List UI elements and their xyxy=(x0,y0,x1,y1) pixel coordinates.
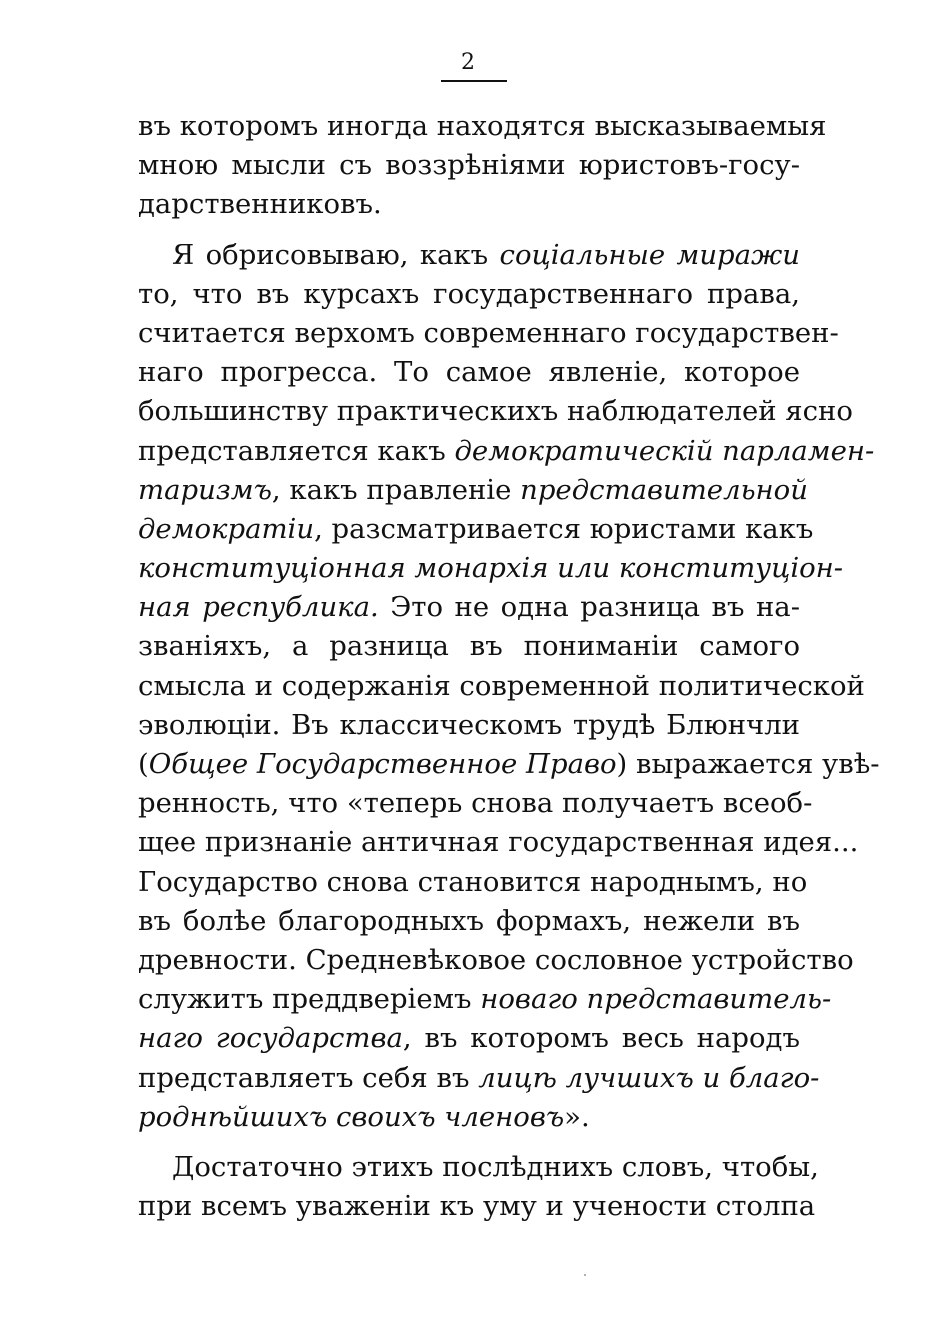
text-line xyxy=(138,1019,800,1058)
text-line: эволюціи. Въ классическомъ трудѣ Блюнчли xyxy=(138,708,800,741)
text-line xyxy=(138,1098,800,1137)
text-run: ( xyxy=(138,748,149,780)
text-run: , какъ правленіе xyxy=(271,473,521,506)
page-number: 2 xyxy=(461,50,475,75)
text-line xyxy=(138,1059,820,1098)
text-line: большинству практическихъ наблюдателей ясно xyxy=(138,395,853,428)
italic-run: соціальные миражи xyxy=(499,238,801,271)
text-line: Государство снова становится народнымъ, но xyxy=(138,865,808,898)
text-run: , въ которомъ весь народъ xyxy=(402,1022,800,1055)
text-line xyxy=(138,745,880,784)
italic-run: демократическій парламен- xyxy=(454,434,875,467)
text-line: наго прогресса. То самое явленіе, которое xyxy=(138,356,800,389)
text-run: представляетъ себя въ xyxy=(138,1061,479,1094)
text-line: при всемъ уваженіи къ уму и учености столпа xyxy=(138,1190,816,1223)
text-line: смысла и содержанія современной политической xyxy=(138,669,865,702)
text-line: щее признаніе античная государственная идея... xyxy=(138,826,859,859)
text-run: ) выражается увѣ- xyxy=(616,748,880,780)
italic-run: Общее Государственное Право xyxy=(148,748,617,780)
text-line xyxy=(138,588,800,627)
italic-run: демократіи xyxy=(138,512,315,545)
text-line: мною мысли съ воззрѣніями юристовъ-госу- xyxy=(138,149,800,182)
text-line: ренность, что «теперь снова получаетъ всеоб- xyxy=(138,787,813,820)
text-line: то, что въ курсахъ государственнаго права, xyxy=(138,277,800,310)
text-run: служитъ преддверіемъ xyxy=(138,983,481,1016)
text-run: ». xyxy=(564,1100,590,1133)
text-line xyxy=(138,980,832,1019)
body-text xyxy=(138,107,880,1226)
text-run: , разсматривается юристами какъ xyxy=(314,512,814,545)
text-line: Достаточно этихъ послѣднихъ словъ, чтобы, xyxy=(172,1150,819,1183)
italic-run: лицѣ лучшихъ и благо- xyxy=(478,1061,820,1094)
text-line xyxy=(138,236,800,275)
italic-run: таризмъ xyxy=(138,473,272,506)
text-line: въ которомъ иногда находятся высказываемыя xyxy=(138,110,827,142)
text-line xyxy=(138,510,814,549)
text-line: считается верхомъ современнаго государствен- xyxy=(138,316,839,349)
italic-run: конституціонная монархія или конституціон- xyxy=(138,552,844,585)
text-line xyxy=(138,471,808,510)
text-run: Я обрисовываю, какъ xyxy=(172,238,500,271)
italic-run: ная республика. xyxy=(138,591,379,624)
text-line xyxy=(138,549,844,588)
text-run: представляется какъ xyxy=(138,434,455,467)
text-line: въ болѣе благородныхъ формахъ, нежели въ xyxy=(138,904,800,937)
paper-speck xyxy=(584,1274,586,1276)
page-number-rule xyxy=(441,80,507,82)
italic-run: представительной xyxy=(520,473,808,506)
italic-run: новаго представитель- xyxy=(480,983,832,1016)
text-line: дарственниковъ. xyxy=(138,188,382,221)
text-line xyxy=(138,432,875,471)
text-line: древности. Средневѣковое сословное устройство xyxy=(138,943,854,976)
italic-run: роднѣйшихъ своихъ членовъ xyxy=(138,1100,565,1133)
text-line: званіяхъ, а разница въ пониманіи самого xyxy=(138,630,800,663)
text-run: Это не одна разница въ на- xyxy=(378,591,800,624)
italic-run: наго государства xyxy=(138,1022,403,1055)
